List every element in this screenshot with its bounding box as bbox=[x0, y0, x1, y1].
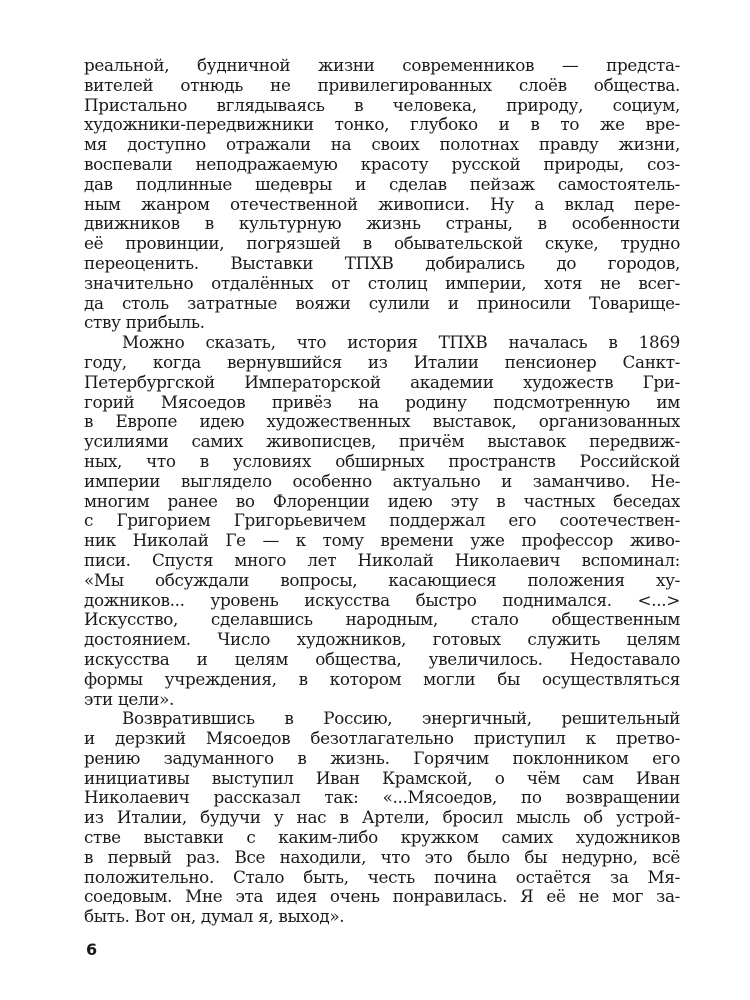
text-line: воспевали неподражаемую красоту русской природы, соз- bbox=[84, 154, 680, 174]
text-line: году, когда вернувшийся из Италии пенсионер Санкт- bbox=[84, 352, 680, 372]
text-line: её провинции, погрязшей в обывательской скуке, трудно bbox=[84, 234, 680, 254]
text-line: Николаевич рассказал так: «...Мясоедов, по возвращении bbox=[84, 788, 680, 808]
text-line: Возвратившись в Россию, энергичный, решительный bbox=[122, 709, 680, 729]
text-line: Искусство, сделавшись народным, стало общественным bbox=[84, 610, 680, 630]
text-line: да столь затратные вояжи сулили и приносили Товарище- bbox=[84, 293, 680, 313]
paragraph bbox=[84, 333, 680, 709]
text-line: Пристально вглядываясь в человека, природу, социум, bbox=[84, 95, 680, 115]
text-line: в Европе идею художественных выставок, организованных bbox=[84, 412, 680, 432]
text-line: искусства и целям общества, увеличилось. Недоставало bbox=[84, 649, 680, 669]
text-line: Можно сказать, что история ТПХВ началась в 1869 bbox=[122, 333, 680, 353]
text-line: «Мы обсуждали вопросы, касающиеся положения ху- bbox=[84, 570, 680, 590]
text-line: ству прибыль. bbox=[84, 313, 205, 333]
text-line: рению задуманного в жизнь. Горячим поклонником его bbox=[84, 748, 680, 768]
text-line: ник Николай Ге — к тому времени уже профессор живо- bbox=[84, 531, 680, 551]
text-line: многим ранее во Флоренции идею эту в частных беседах bbox=[84, 491, 680, 511]
text-line: переоценить. Выставки ТПХВ добирались до городов, bbox=[84, 253, 680, 273]
text-line: достоянием. Число художников, готовых служить целям bbox=[84, 630, 680, 650]
text-line: значительно отдалённых от столиц империи, хотя не всег- bbox=[84, 273, 680, 293]
text-line: вителей отнюдь не привилегированных слоёв общества. bbox=[84, 75, 680, 95]
text-line: из Италии, будучи у нас в Артели, бросил мысль об устрой- bbox=[84, 808, 680, 828]
text-line: дав подлинные шедевры и сделав пейзаж самостоятель- bbox=[84, 174, 680, 194]
text-line: Петербургской Императорской академии художеств Гри- bbox=[84, 372, 680, 392]
page-number: 6 bbox=[86, 940, 98, 959]
paragraph bbox=[84, 709, 680, 927]
text-line: реальной, будничной жизни современников — предста- bbox=[84, 56, 680, 75]
text-line: художники-передвижники тонко, глубоко и в то же вре- bbox=[84, 115, 680, 135]
text-line: эти цели». bbox=[84, 689, 175, 709]
text-line: движников в культурную жизнь страны, в особенности bbox=[84, 214, 680, 234]
text-line: соедовым. Мне эта идея очень понравилась. Я её не мог за- bbox=[84, 887, 680, 907]
text-line: стве выставки с каким-либо кружком самих художников bbox=[84, 828, 680, 848]
text-line: быть. Вот он, думал я, выход». bbox=[84, 907, 345, 927]
text-line: горий Мясоедов привёз на родину подсмотренную им bbox=[84, 392, 680, 412]
text-line: с Григорием Григорьевичем поддержал его соотечествен- bbox=[84, 511, 680, 531]
text-line: ных, что в условиях обширных пространств Российской bbox=[84, 451, 680, 471]
text-line: дожников... уровень искусства быстро поднимался. <...> bbox=[84, 590, 680, 610]
text-line: инициативы выступил Иван Крамской, о чём сам Иван bbox=[84, 768, 680, 788]
text-line: писи. Спустя много лет Николай Николаевич вспоминал: bbox=[84, 550, 680, 570]
text-line: ным жанром отечественной живописи. Ну а вклад пере- bbox=[84, 194, 680, 214]
text-line: формы учреждения, в котором могли бы осуществляться bbox=[84, 669, 680, 689]
text-line: империи выглядело особенно актуально и заманчиво. Не- bbox=[84, 471, 680, 491]
page-text bbox=[84, 56, 680, 927]
text-line: и дерзкий Мясоедов безотлагательно приступил к претво- bbox=[84, 729, 680, 749]
paragraph bbox=[84, 56, 680, 333]
text-line: мя доступно отражали на своих полотнах правду жизни, bbox=[84, 135, 680, 155]
text-line: в первый раз. Все находили, что это было бы недурно, всё bbox=[84, 847, 680, 867]
text-line: положительно. Стало быть, честь почина остаётся за Мя- bbox=[84, 867, 680, 887]
text-line: усилиями самих живописцев, причём выставок передвиж- bbox=[84, 432, 680, 452]
